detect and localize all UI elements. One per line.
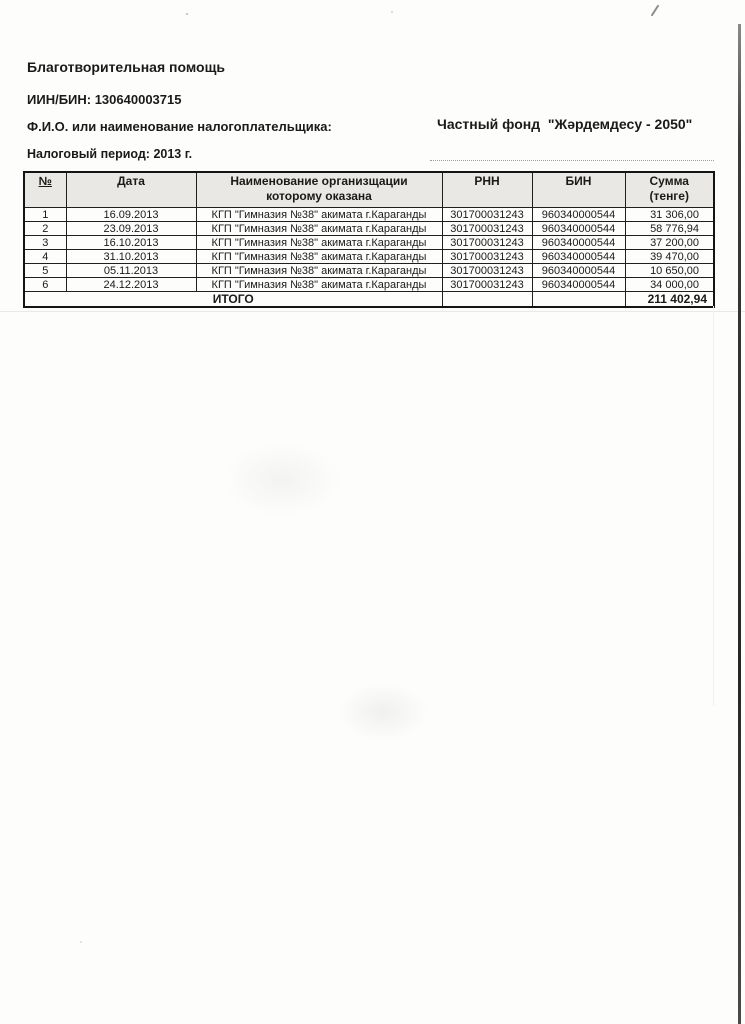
column-header-org-line1: Наименование организщации — [230, 174, 408, 188]
column-header-org — [196, 172, 442, 208]
column-header-rnn — [442, 172, 532, 208]
table-row — [24, 264, 714, 278]
cell-bin: 960340000544 — [532, 236, 625, 250]
column-header-org-line2: которому оказана — [266, 189, 372, 203]
cell-rnn: 301700031243 — [442, 264, 532, 278]
cell-sum: 31 306,00 — [625, 208, 714, 222]
cell-org: КГП "Гимназия №38" акимата г.Караганды — [196, 264, 442, 278]
cell-rnn: 301700031243 — [442, 278, 532, 292]
cell-date: 16.09.2013 — [66, 208, 196, 222]
scan-faint-vertical-artifact — [713, 306, 714, 706]
cell-num: 1 — [24, 208, 66, 222]
cell-org: КГП "Гимназия №38" акимата г.Караганды — [196, 250, 442, 264]
cell-rnn: 301700031243 — [442, 208, 532, 222]
total-row — [24, 292, 714, 308]
cell-sum: 37 200,00 — [625, 236, 714, 250]
table-row — [24, 208, 714, 222]
cell-org: КГП "Гимназия №38" акимата г.Караганды — [196, 278, 442, 292]
total-sum: 211 402,94 — [625, 292, 714, 308]
cell-bin: 960340000544 — [532, 264, 625, 278]
table-row — [24, 222, 714, 236]
cell-rnn: 301700031243 — [442, 250, 532, 264]
column-header-date — [66, 172, 196, 208]
column-header-bin — [532, 172, 625, 208]
column-header-date-label: Дата — [117, 174, 145, 188]
cell-org: КГП "Гимназия №38" акимата г.Караганды — [196, 222, 442, 236]
iin-bin-line: ИИН/БИН: 130640003715 — [27, 92, 182, 107]
smudge-artifact — [222, 442, 342, 517]
speck-artifact — [186, 13, 188, 15]
column-header-rnn-label: РНН — [474, 174, 500, 188]
cell-bin: 960340000544 — [532, 278, 625, 292]
cell-num: 6 — [24, 278, 66, 292]
taxpayer-label: Ф.И.О. или наименование налогоплательщика: — [27, 119, 332, 134]
cell-date: 31.10.2013 — [66, 250, 196, 264]
table-row — [24, 278, 714, 292]
smudge-artifact — [338, 682, 428, 742]
cell-date: 16.10.2013 — [66, 236, 196, 250]
total-label: ИТОГО — [24, 292, 442, 308]
table-row — [24, 250, 714, 264]
cell-num: 3 — [24, 236, 66, 250]
scan-faint-line-artifact — [0, 311, 745, 312]
document-title: Благотворительная помощь — [27, 59, 225, 75]
cell-bin: 960340000544 — [532, 222, 625, 236]
table-row — [24, 236, 714, 250]
cell-org: КГП "Гимназия №38" акимата г.Караганды — [196, 208, 442, 222]
cell-date: 05.11.2013 — [66, 264, 196, 278]
cell-date: 23.09.2013 — [66, 222, 196, 236]
cell-sum: 34 000,00 — [625, 278, 714, 292]
cell-rnn: 301700031243 — [442, 222, 532, 236]
pen-mark-artifact — [651, 5, 660, 17]
cell-sum: 39 470,00 — [625, 250, 714, 264]
column-header-bin-label: БИН — [565, 174, 592, 188]
cell-sum: 58 776,94 — [625, 222, 714, 236]
column-header-sum — [625, 172, 714, 208]
speck-artifact — [80, 941, 82, 943]
speck-artifact — [391, 11, 393, 13]
cell-sum: 10 650,00 — [625, 264, 714, 278]
tax-period: Налоговый период: 2013 г. — [27, 147, 193, 161]
charity-aid-table — [23, 171, 715, 308]
cell-rnn: 301700031243 — [442, 236, 532, 250]
total-bin-empty — [532, 292, 625, 308]
cell-date: 24.12.2013 — [66, 278, 196, 292]
scan-edge-artifact — [738, 24, 741, 1024]
cell-org: КГП "Гимназия №38" акимата г.Караганды — [196, 236, 442, 250]
cell-num: 5 — [24, 264, 66, 278]
cell-num: 2 — [24, 222, 66, 236]
cell-num: 4 — [24, 250, 66, 264]
taxpayer-name: Частный фонд "Жәрдемдесу - 2050" — [437, 116, 693, 132]
column-header-num — [24, 172, 66, 208]
cell-bin: 960340000544 — [532, 250, 625, 264]
column-header-sum-line2: (тенге) — [649, 189, 689, 203]
column-header-num-label: № — [38, 174, 52, 188]
column-header-sum-line1: Сумма — [649, 174, 689, 188]
cell-bin: 960340000544 — [532, 208, 625, 222]
table-header-row — [24, 172, 714, 208]
taxpayer-name-underline — [430, 160, 714, 161]
total-rnn-empty — [442, 292, 532, 308]
